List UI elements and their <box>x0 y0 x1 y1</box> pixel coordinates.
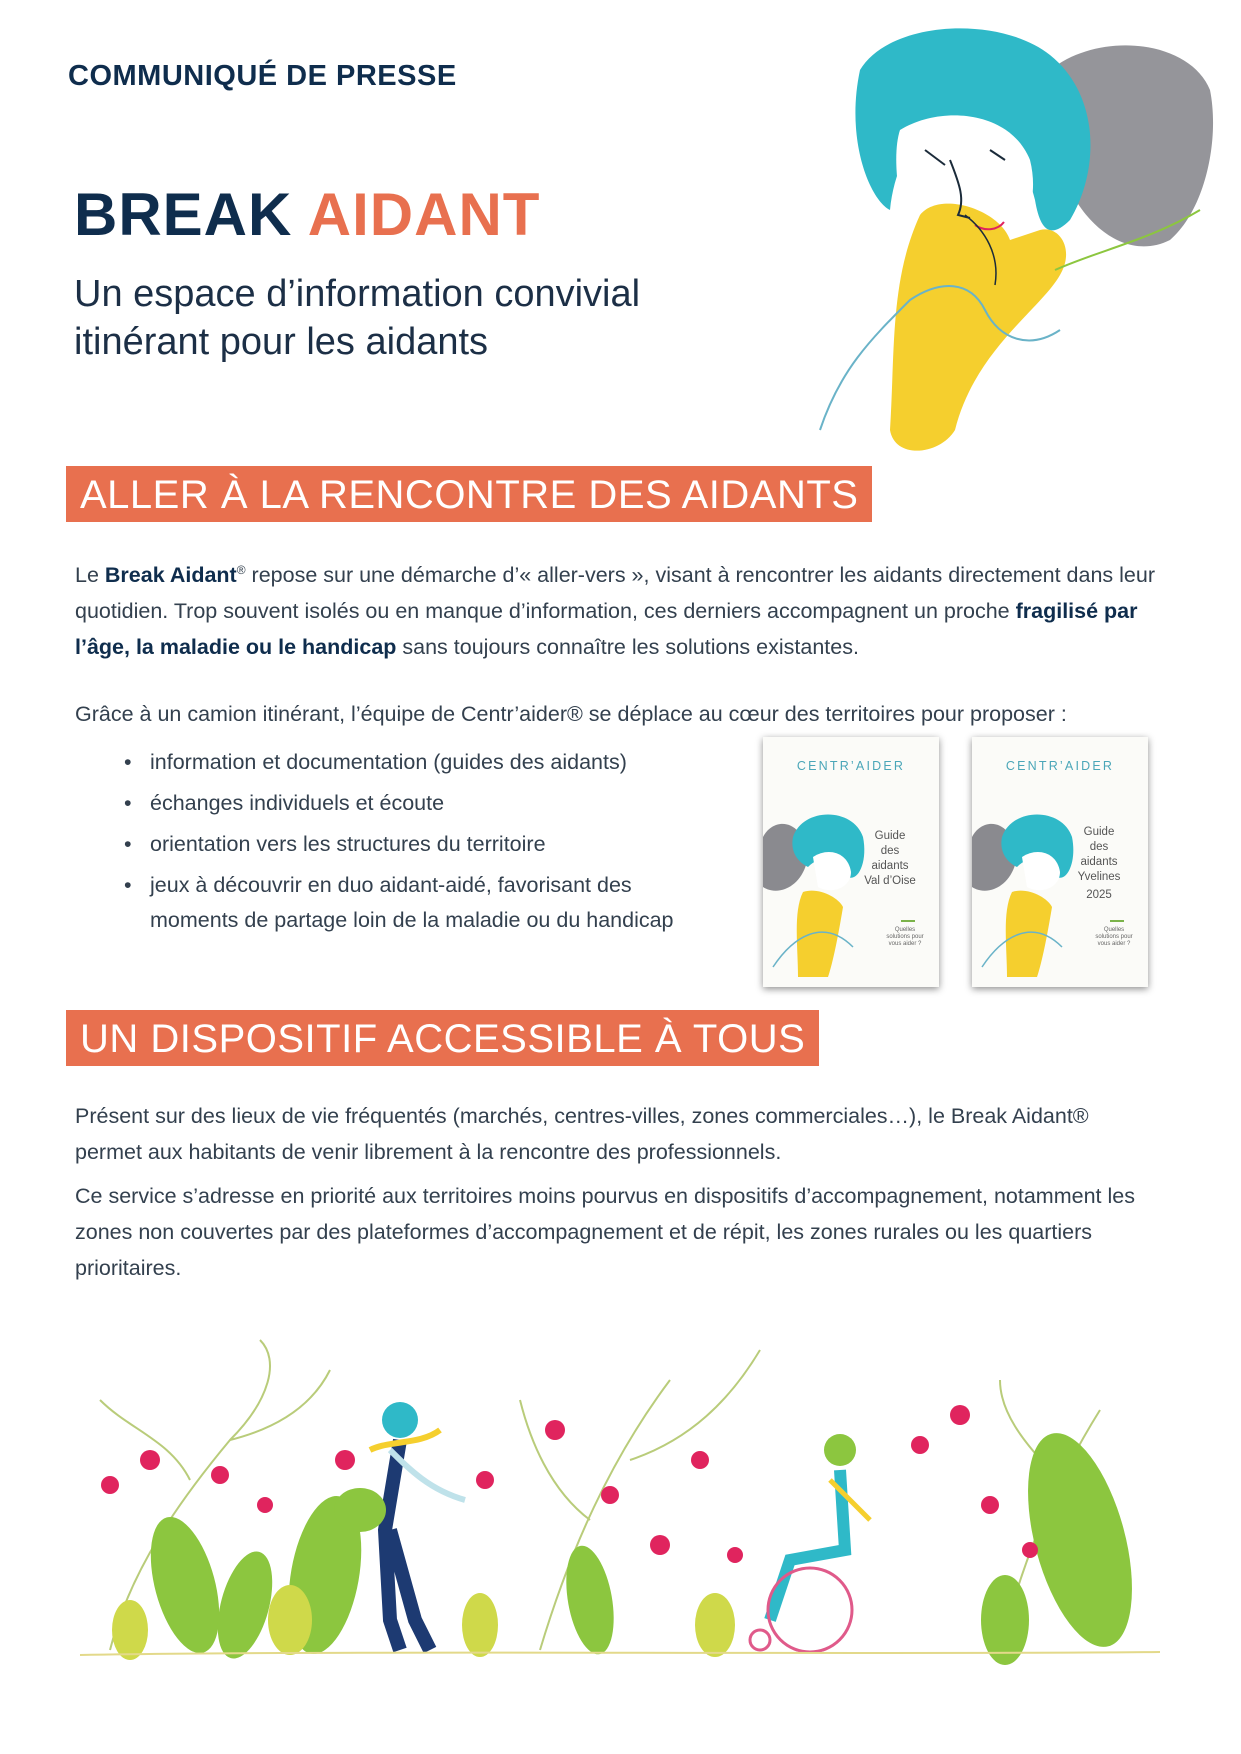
guide-title-line: des <box>880 845 900 857</box>
presence-paragraph: Présent sur des lieux de vie fréquentés (marchés, centres-villes, zones commerciales…), le Break Aidant® permet aux habitants de venir librement à la rencontre des professionnels. <box>75 1104 1089 1164</box>
text-span: Le <box>75 563 105 588</box>
guide-title-line: Yvelines <box>1077 871 1121 883</box>
divider <box>901 920 915 922</box>
centraider-logo-text: CENTR’AIDER <box>1005 759 1115 773</box>
guide-cover-val-doise <box>763 737 939 987</box>
bold-break-aidant: Break Aidant <box>104 563 237 588</box>
guide-title <box>1064 825 1134 903</box>
list-item: • jeux à découvrir en duo aidant-aidé, favorisant des moments de partage loin de la maladie ou du handicap <box>120 868 720 938</box>
walking-woman <box>334 1402 465 1650</box>
guide-title-line: Guide <box>874 830 906 842</box>
guide-title-line: aidants <box>871 860 909 872</box>
bold-fragilise: fragilisé par l’âge, la maladie ou le handicap <box>75 599 1138 660</box>
divider <box>1110 920 1124 922</box>
guide-tagline: Quelles solutions pour vous aider ? <box>1095 927 1133 947</box>
section-heading-accessible: UN DISPOSITIF ACCESSIBLE À TOUS <box>66 1010 819 1066</box>
page-subtitle: Un espace d’information convivial itinérant pour les aidants <box>74 273 641 363</box>
list-item: • échanges individuels et écoute <box>120 786 720 821</box>
title-accent: AIDANT <box>307 181 541 248</box>
guide-title-line: Guide <box>1083 826 1115 838</box>
page-title <box>74 180 540 249</box>
section-heading-meet-caregivers: ALLER À LA RENCONTRE DES AIDANTS <box>66 466 872 522</box>
guide-tagline: Quelles solutions pour vous aider ? <box>886 927 924 947</box>
list-item: • orientation vers les structures du territoire <box>120 827 720 862</box>
guide-cover-yvelines <box>972 737 1148 987</box>
guide-cover-illustration <box>763 797 939 987</box>
centraider-logo-text: CENTR’AIDER <box>796 759 906 773</box>
text-span: sans toujours connaître les solutions existantes. <box>396 635 859 660</box>
intro-paragraph <box>75 552 1165 665</box>
list-item: • information et documentation (guides des aidants) <box>120 745 720 780</box>
wheelchair-person <box>750 1434 870 1652</box>
offer-list <box>120 745 720 944</box>
guide-title-line: Val d’Oise <box>864 875 916 887</box>
title-main: BREAK <box>74 181 293 248</box>
garden-people-illustration <box>70 1320 1170 1670</box>
guide-title-line: aidants <box>1080 856 1118 868</box>
guide-title-line: des <box>1089 841 1109 853</box>
offer-intro-paragraph: Grâce à un camion itinérant, l’équipe de Centr’aider® se déplace au cœur des territoires pour proposer : <box>75 702 1067 726</box>
text-span: repose sur une démarche d’« aller-vers », visant à rencontrer les aidants directement dans leur quotidien. Trop souvent isolés ou en manque d’information, ces derniers accompagnent un proche <box>75 563 1155 624</box>
woman-portrait-illustration <box>800 10 1220 460</box>
guide-title-line: 2025 <box>1086 889 1112 901</box>
press-release-label: COMMUNIQUÉ DE PRESSE <box>68 60 457 92</box>
priority-paragraph: Ce service s’adresse en priorité aux territoires moins pourvus en dispositifs d’accompagnement, notamment les zones non couvertes par des plateformes d’accompagnement et de répit, les zones rurales ou les quartiers prioritaires. <box>75 1184 1135 1280</box>
guide-title <box>855 829 925 889</box>
registered-mark: ® <box>236 563 246 577</box>
